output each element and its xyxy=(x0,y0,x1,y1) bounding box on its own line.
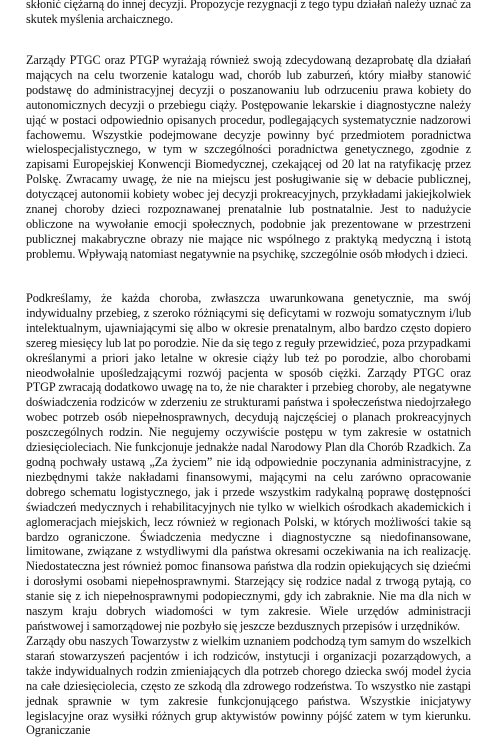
paragraph-2: Zarządy PTGC oraz PTGP wyrażają również swoją zdecydowaną dezaprobatę dla działań mających na celu tworzenie katalogu wad, chorób lub zaburzeń, który miałby stanowić podstawę do administracyjnej decyzji o poszanowaniu lub odrzuceniu prawa kobiety do autonomicznych decyzji o przebiegu ciąży. Postępowanie lekarskie i diagnostyczne należy ująć w postaci odpowiednio opisanych procedur, podlegających systematycznie nadzorowi fachowemu. Wszystkie podejmowane decyzje powinny być przedmiotem poradnictwa wielospecjalistycznego, w tym w szczególności poradnictwa genetycznego, zgodnie z zapisami Europejskiej Konwencji Biomedycznej, czekającej od 20 lat na ratyfikację przez Polskę. Zwracamy uwagę, że nie na miejscu jest posługiwanie się w debacie publicznej, dotyczącej autonomii kobiety wobec jej decyzji prokreacyjnych, przykładami jakiejkolwiek znanej choroby dzieci rozpoznawanej prenatalnie lub postnatalnie. Jest to nadużycie obliczone na wywołanie emocji społecznych, podobnie jak prezentowane w przestrzeni publicznej makabryczne obrazy nie mające nic wspólnego z praktyką medyczną i istotą problemu. Wpływają natomiast negatywnie na psychikę, szczególnie osób młodych i dzieci. xyxy=(26,53,471,261)
paragraph-1: skłonić ciężarną do innej decyzji. Propozycje rezygnacji z tego typu działań należy uznać za skutek myślenia archaicznego. xyxy=(26,0,471,26)
paragraph-3: Podkreślamy, że każda choroba, zwłaszcza uwarunkowana genetycznie, ma swój indywidualny przebieg, z szeroko różniącymi się deficytami w rozwoju somatycznym i/lub intelektualnym, ujawniającymi się albo w okresie prenatalnym, albo bardzo często dopiero szereg miesięcy lub lat po porodzie. Nie da się tego z reguły przewidzieć, poza przypadkami określanymi a priori jako letalne w okresie ciąży lub też po porodzie, albo chorobami nieodwołalnie upośledzającymi rozwój pacjenta w sposób ciężki. Zarządy PTGC oraz PTGP zwracają dodatkowo uwagę na to, że nie charakter i przebieg choroby, ale negatywne doświadczenia rodziców w zderzeniu ze strukturami państwa i społeczeństwa niedojrzałego wobec potrzeb osób niepełnosprawnych, decydują najczęściej o planach prokreacyjnych poszczególnych rodzin. Nie negujemy oczywiście postępu w tym zakresie w ostatnich dziesięcioleciach. Nie funkcjonuje jednakże nadal Narodowy Plan dla Chorób Rzadkich. Za godną pochwały ustawą „Za życiem” nie idą odpowiednie poczynania administracyjne, z niezbędnymi także nakładami finansowymi, mającymi na celu zarówno opracowanie dobrego schematu logistycznego, jak i przede wszystkim radykalną poprawę dostępności świadczeń medycznych i rehabilitacyjnych nie tylko w wielkich ośrodkach akademickich i aglomeracjach miejskich, lecz również w regionach Polski, w których możliwości takie są bardzo ograniczone. Świadczenia medyczne i diagnostyczne są niedofinansowane, limitowane, związane z wstydliwymi dla państwa okresami oczekiwania na ich realizację. Niedostateczna jest również pomoc finansowa państwa dla rodzin opiekujących się dziećmi i dorosłymi osobami niepełnosprawnymi. Starzejący się rodzice nadal z trwogą pytają, co stanie się z ich niepełnosprawnymi podopiecznymi, gdy ich zabraknie. Nie ma dla nich w naszym kraju dobrych wiadomości w tym zakresie. Wiele urzędów administracji państwowej i samorządowej nie pozbyło się jeszcze bezdusznych przepisów i urzędników. xyxy=(26,291,471,633)
paragraph-4: Zarządy obu naszych Towarzystw z wielkim uznaniem podchodzą tym samym do wszelkich starań stowarzyszeń pacjentów i ich rodziców, instytucji i organizacji pozarządowych, a także indywidualnych rodzin zmieniających dla potrzeb chorego dziecka swój model życia na całe dziesięciolecia, często ze szkodą dla zdrowego rodzeństwa. To wszystko nie zastąpi jednak sprawnie w tym zakresie funkcjonującego państwa. Wszystkie inicjatywy legislacyjne oraz wysiłki różnych grup aktywistów powinny pójść zatem w tym kierunku. Ograniczanie xyxy=(26,634,471,738)
